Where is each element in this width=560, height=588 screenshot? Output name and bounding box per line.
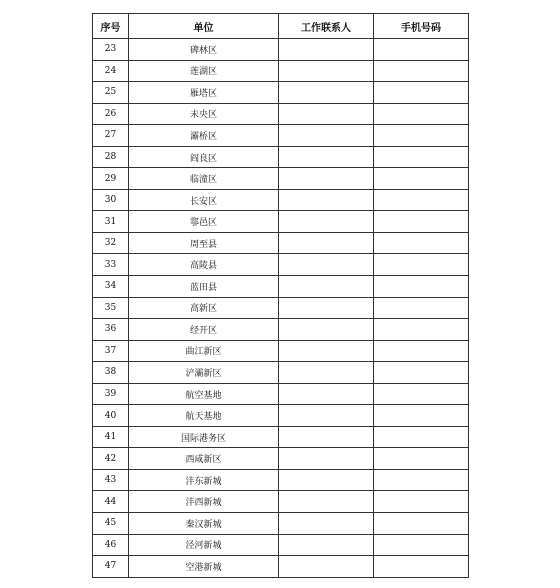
- cell-seq: 33: [93, 254, 129, 276]
- cell-phone: [374, 168, 469, 190]
- cell-phone: [374, 232, 469, 254]
- cell-contact: [279, 82, 374, 104]
- table-row: [93, 491, 469, 513]
- cell-seq: 44: [93, 491, 129, 513]
- table-row: [93, 556, 469, 578]
- table-row: [93, 146, 469, 168]
- cell-unit: 灞桥区: [129, 125, 279, 147]
- cell-contact: [279, 513, 374, 535]
- cell-contact: [279, 103, 374, 125]
- cell-phone: [374, 340, 469, 362]
- cell-unit: 长安区: [129, 189, 279, 211]
- cell-unit: 空港新城: [129, 556, 279, 578]
- cell-phone: [374, 513, 469, 535]
- table-row: [93, 448, 469, 470]
- cell-seq: 40: [93, 405, 129, 427]
- table-row: [93, 297, 469, 319]
- cell-seq: 29: [93, 168, 129, 190]
- cell-seq: 26: [93, 103, 129, 125]
- cell-phone: [374, 469, 469, 491]
- table-row: [93, 426, 469, 448]
- table-row: [93, 254, 469, 276]
- table-row: [93, 362, 469, 384]
- table-row: [93, 383, 469, 405]
- cell-contact: [279, 383, 374, 405]
- cell-seq: 35: [93, 297, 129, 319]
- cell-phone: [374, 319, 469, 341]
- cell-contact: [279, 125, 374, 147]
- cell-phone: [374, 146, 469, 168]
- cell-seq: 34: [93, 276, 129, 298]
- table-row: [93, 534, 469, 556]
- cell-unit: 蓝田县: [129, 276, 279, 298]
- cell-seq: 43: [93, 469, 129, 491]
- cell-phone: [374, 448, 469, 470]
- cell-unit: 曲江新区: [129, 340, 279, 362]
- cell-unit: 泾河新城: [129, 534, 279, 556]
- cell-unit: 西咸新区: [129, 448, 279, 470]
- cell-contact: [279, 534, 374, 556]
- cell-phone: [374, 254, 469, 276]
- cell-unit: 阎良区: [129, 146, 279, 168]
- table-row: [93, 405, 469, 427]
- cell-phone: [374, 297, 469, 319]
- cell-contact: [279, 211, 374, 233]
- cell-seq: 24: [93, 60, 129, 82]
- cell-seq: 28: [93, 146, 129, 168]
- cell-unit: 秦汉新城: [129, 513, 279, 535]
- cell-contact: [279, 60, 374, 82]
- table-row: [93, 82, 469, 104]
- cell-seq: 47: [93, 556, 129, 578]
- cell-seq: 37: [93, 340, 129, 362]
- contact-table: [92, 13, 469, 578]
- cell-seq: 27: [93, 125, 129, 147]
- cell-seq: 25: [93, 82, 129, 104]
- cell-seq: 36: [93, 319, 129, 341]
- header-row: [93, 14, 469, 39]
- cell-unit: 雁塔区: [129, 82, 279, 104]
- cell-seq: 41: [93, 426, 129, 448]
- cell-phone: [374, 39, 469, 61]
- cell-phone: [374, 189, 469, 211]
- cell-phone: [374, 276, 469, 298]
- cell-unit: 碑林区: [129, 39, 279, 61]
- cell-contact: [279, 556, 374, 578]
- cell-unit: 经开区: [129, 319, 279, 341]
- table-body: [93, 39, 469, 578]
- header-seq: 序号: [93, 14, 129, 39]
- table-row: [93, 340, 469, 362]
- cell-seq: 32: [93, 232, 129, 254]
- cell-phone: [374, 82, 469, 104]
- header-unit: 单位: [129, 14, 279, 39]
- table-row: [93, 60, 469, 82]
- table-row: [93, 168, 469, 190]
- cell-unit: 沣东新城: [129, 469, 279, 491]
- cell-contact: [279, 146, 374, 168]
- cell-phone: [374, 534, 469, 556]
- cell-phone: [374, 125, 469, 147]
- header-phone: 手机号码: [374, 14, 469, 39]
- cell-contact: [279, 469, 374, 491]
- cell-contact: [279, 297, 374, 319]
- table-row: [93, 103, 469, 125]
- table-row: [93, 513, 469, 535]
- cell-phone: [374, 491, 469, 513]
- table-row: [93, 125, 469, 147]
- cell-seq: 42: [93, 448, 129, 470]
- cell-contact: [279, 448, 374, 470]
- cell-contact: [279, 276, 374, 298]
- table-row: [93, 319, 469, 341]
- cell-seq: 46: [93, 534, 129, 556]
- cell-phone: [374, 426, 469, 448]
- cell-unit: 临潼区: [129, 168, 279, 190]
- cell-unit: 高新区: [129, 297, 279, 319]
- cell-unit: 未央区: [129, 103, 279, 125]
- cell-unit: 莲湖区: [129, 60, 279, 82]
- cell-phone: [374, 211, 469, 233]
- cell-unit: 高陵县: [129, 254, 279, 276]
- cell-contact: [279, 405, 374, 427]
- cell-contact: [279, 426, 374, 448]
- cell-unit: 航天基地: [129, 405, 279, 427]
- table-row: [93, 39, 469, 61]
- cell-contact: [279, 340, 374, 362]
- cell-unit: 浐灞新区: [129, 362, 279, 384]
- cell-phone: [374, 60, 469, 82]
- cell-unit: 国际港务区: [129, 426, 279, 448]
- cell-unit: 航空基地: [129, 383, 279, 405]
- cell-contact: [279, 39, 374, 61]
- cell-contact: [279, 362, 374, 384]
- cell-unit: 周至县: [129, 232, 279, 254]
- cell-contact: [279, 189, 374, 211]
- cell-seq: 23: [93, 39, 129, 61]
- cell-contact: [279, 168, 374, 190]
- cell-contact: [279, 491, 374, 513]
- cell-phone: [374, 362, 469, 384]
- cell-phone: [374, 405, 469, 427]
- cell-seq: 31: [93, 211, 129, 233]
- cell-seq: 38: [93, 362, 129, 384]
- table-row: [93, 232, 469, 254]
- cell-seq: 39: [93, 383, 129, 405]
- cell-phone: [374, 103, 469, 125]
- header-contact: 工作联系人: [279, 14, 374, 39]
- cell-phone: [374, 556, 469, 578]
- cell-unit: 鄠邑区: [129, 211, 279, 233]
- table-row: [93, 469, 469, 491]
- table-header: [93, 14, 469, 39]
- table-row: [93, 276, 469, 298]
- table-row: [93, 211, 469, 233]
- cell-contact: [279, 319, 374, 341]
- cell-contact: [279, 232, 374, 254]
- cell-phone: [374, 383, 469, 405]
- cell-unit: 沣西新城: [129, 491, 279, 513]
- cell-seq: 45: [93, 513, 129, 535]
- table-row: [93, 189, 469, 211]
- cell-contact: [279, 254, 374, 276]
- cell-seq: 30: [93, 189, 129, 211]
